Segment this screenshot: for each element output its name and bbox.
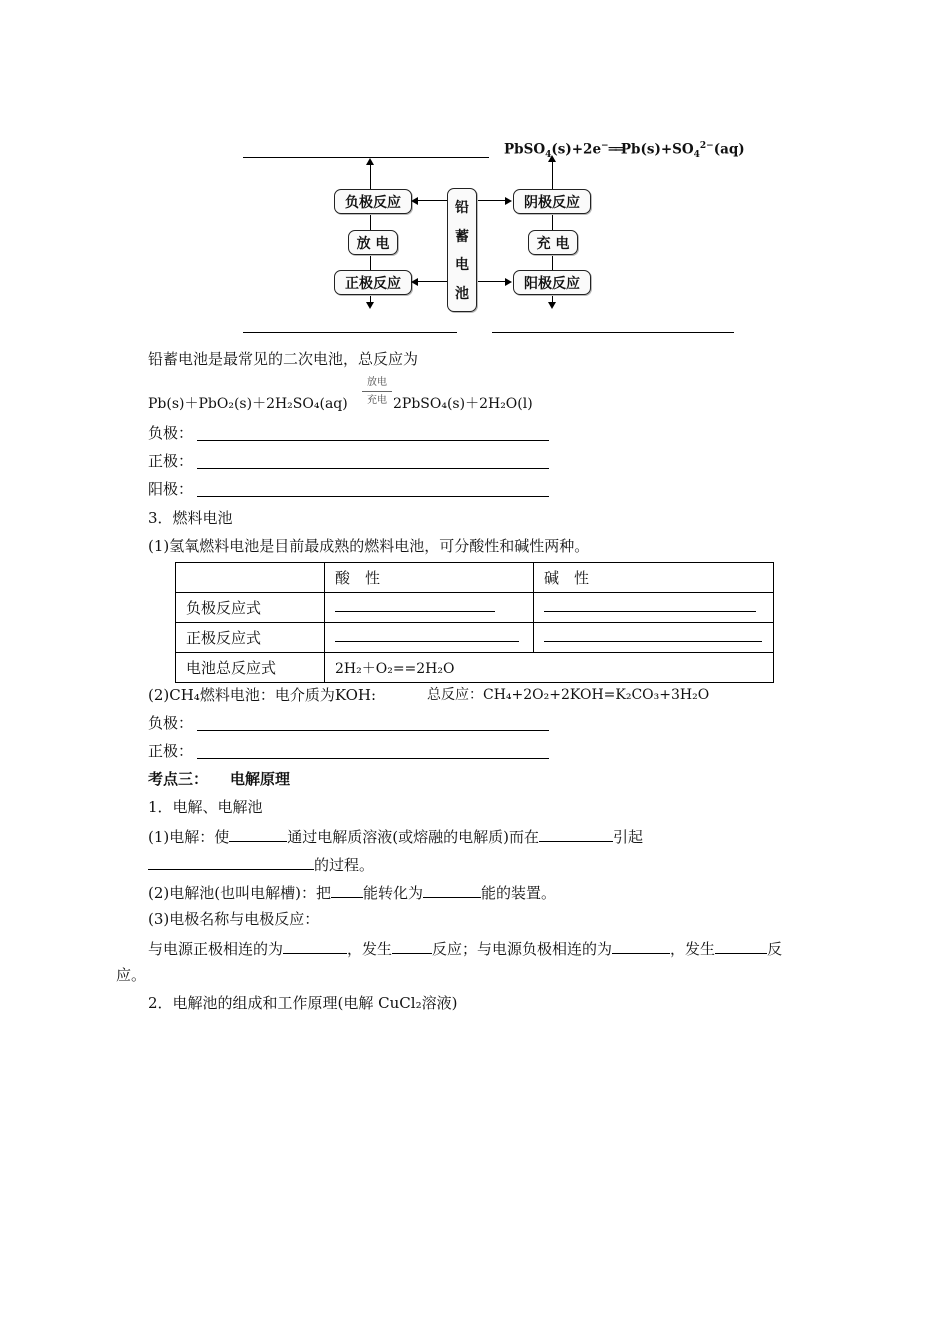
ch4-negative-label: 负极： xyxy=(148,714,194,732)
ch4-fuel-cell-intro: (2)CH₄燃料电池：电介质为KOH: xyxy=(148,686,377,704)
section-heading: 考点三： 电解原理 xyxy=(148,770,291,788)
base-positive-blank[interactable] xyxy=(544,641,762,642)
cathode-reaction-box: 阴极反应 xyxy=(513,189,591,214)
diagram-blank-bottom-left xyxy=(243,332,457,333)
row-total: 电池总反应式 xyxy=(176,653,325,683)
arrow-right-icon xyxy=(505,197,512,205)
electrolysis-definition: (1)电解：使 通过电解质溶液(或熔融的电解质)而在 引起 xyxy=(148,825,643,847)
table-row xyxy=(176,653,774,683)
arrow-down-icon xyxy=(366,302,374,309)
table-row xyxy=(176,593,774,623)
blank-3[interactable] xyxy=(148,853,314,870)
blank-7[interactable] xyxy=(392,937,432,954)
blank-8[interactable] xyxy=(612,937,670,954)
electrolysis-cell-composition: 2．电解池的组成和工作原理(电解 CuCl₂溶液) xyxy=(148,994,458,1012)
battery-char: 电 xyxy=(455,257,469,274)
lead-anode-label: 阳极： xyxy=(148,480,194,498)
table-row xyxy=(176,563,774,593)
blank-4[interactable] xyxy=(331,881,363,898)
battery-char: 铅 xyxy=(455,200,469,217)
fuel-cell-heading: 3．燃料电池 xyxy=(148,509,233,527)
ch4-positive-blank[interactable] xyxy=(197,758,549,759)
acid-positive-blank[interactable] xyxy=(335,641,519,642)
arrow-left-icon xyxy=(411,278,418,286)
lead-battery-intro: 铅蓄电池是最常见的二次电池，总反应为 xyxy=(148,350,419,368)
diagram-blank-bottom-right xyxy=(492,332,734,333)
lead-positive-label: 正极： xyxy=(148,452,194,470)
total-equation: 2H₂＋O₂==2H₂O xyxy=(325,653,774,683)
ch4-positive-label: 正极： xyxy=(148,742,194,760)
reversible-arrow: 放电 充电 xyxy=(362,377,392,407)
charge-box: 充 电 xyxy=(528,230,578,255)
arrow-down-icon xyxy=(548,302,556,309)
lead-battery-equation: Pb(s)＋PbO₂(s)＋2H₂SO₄(aq) xyxy=(148,396,348,412)
row-positive: 正极反应式 xyxy=(176,623,325,653)
lead-negative-label: 负极： xyxy=(148,424,194,442)
ch4-total-reaction: 总反应：CH₄+2O₂+2KOH=K₂CO₃+3H₂O xyxy=(427,687,710,703)
diagram-top-equation: $PbSO_4(s)+2e^-══Pb(s)+SO_4^{2-}(aq)$ xyxy=(504,141,745,161)
arrow-right-icon xyxy=(505,278,512,286)
diagram-blank-top-left xyxy=(243,157,369,158)
blank-1[interactable] xyxy=(229,825,287,842)
anode-reaction-box: 阳极反应 xyxy=(513,270,591,295)
lead-anode-blank[interactable] xyxy=(197,496,549,497)
lead-battery-box xyxy=(447,188,477,312)
fuel-cell-table xyxy=(175,562,774,683)
electrode-reaction-text: 与电源正极相连的为 ，发生 反应；与电源负极相连的为 ，发生 反 xyxy=(148,937,782,959)
electrolysis-cell-definition: (2)电解池(也叫电解槽)：把 能转化为 能的装置。 xyxy=(148,881,556,903)
blank-9[interactable] xyxy=(715,937,767,954)
table-row xyxy=(176,623,774,653)
acid-negative-blank[interactable] xyxy=(335,611,495,612)
arrow-left-icon xyxy=(411,197,418,205)
row-negative: 负极反应式 xyxy=(176,593,325,623)
lead-negative-blank[interactable] xyxy=(197,440,549,441)
blank-6[interactable] xyxy=(283,937,347,954)
battery-char: 蓄 xyxy=(455,228,469,245)
battery-char: 池 xyxy=(455,285,469,302)
electrolysis-subtitle: 1．电解、电解池 xyxy=(148,798,263,816)
arrow-up-icon xyxy=(366,158,374,165)
col-base: 碱 性 xyxy=(534,563,774,593)
negative-reaction-box: 负极反应 xyxy=(334,189,412,214)
discharge-box: 放 电 xyxy=(348,230,398,255)
positive-reaction-box: 正极反应 xyxy=(334,270,412,295)
diagram-blank-top-right xyxy=(369,157,489,158)
h2-fuel-cell-intro: (1)氢氧燃料电池是目前最成熟的燃料电池，可分酸性和碱性两种。 xyxy=(148,537,590,555)
ch4-negative-blank[interactable] xyxy=(197,730,549,731)
col-acid: 酸 性 xyxy=(325,563,534,593)
lead-positive-blank[interactable] xyxy=(197,468,549,469)
blank-5[interactable] xyxy=(423,881,481,898)
base-negative-blank[interactable] xyxy=(544,611,756,612)
arrow-up-icon xyxy=(548,155,556,162)
electrode-names: (3)电极名称与电极反应： xyxy=(148,910,320,928)
blank-2[interactable] xyxy=(539,825,613,842)
